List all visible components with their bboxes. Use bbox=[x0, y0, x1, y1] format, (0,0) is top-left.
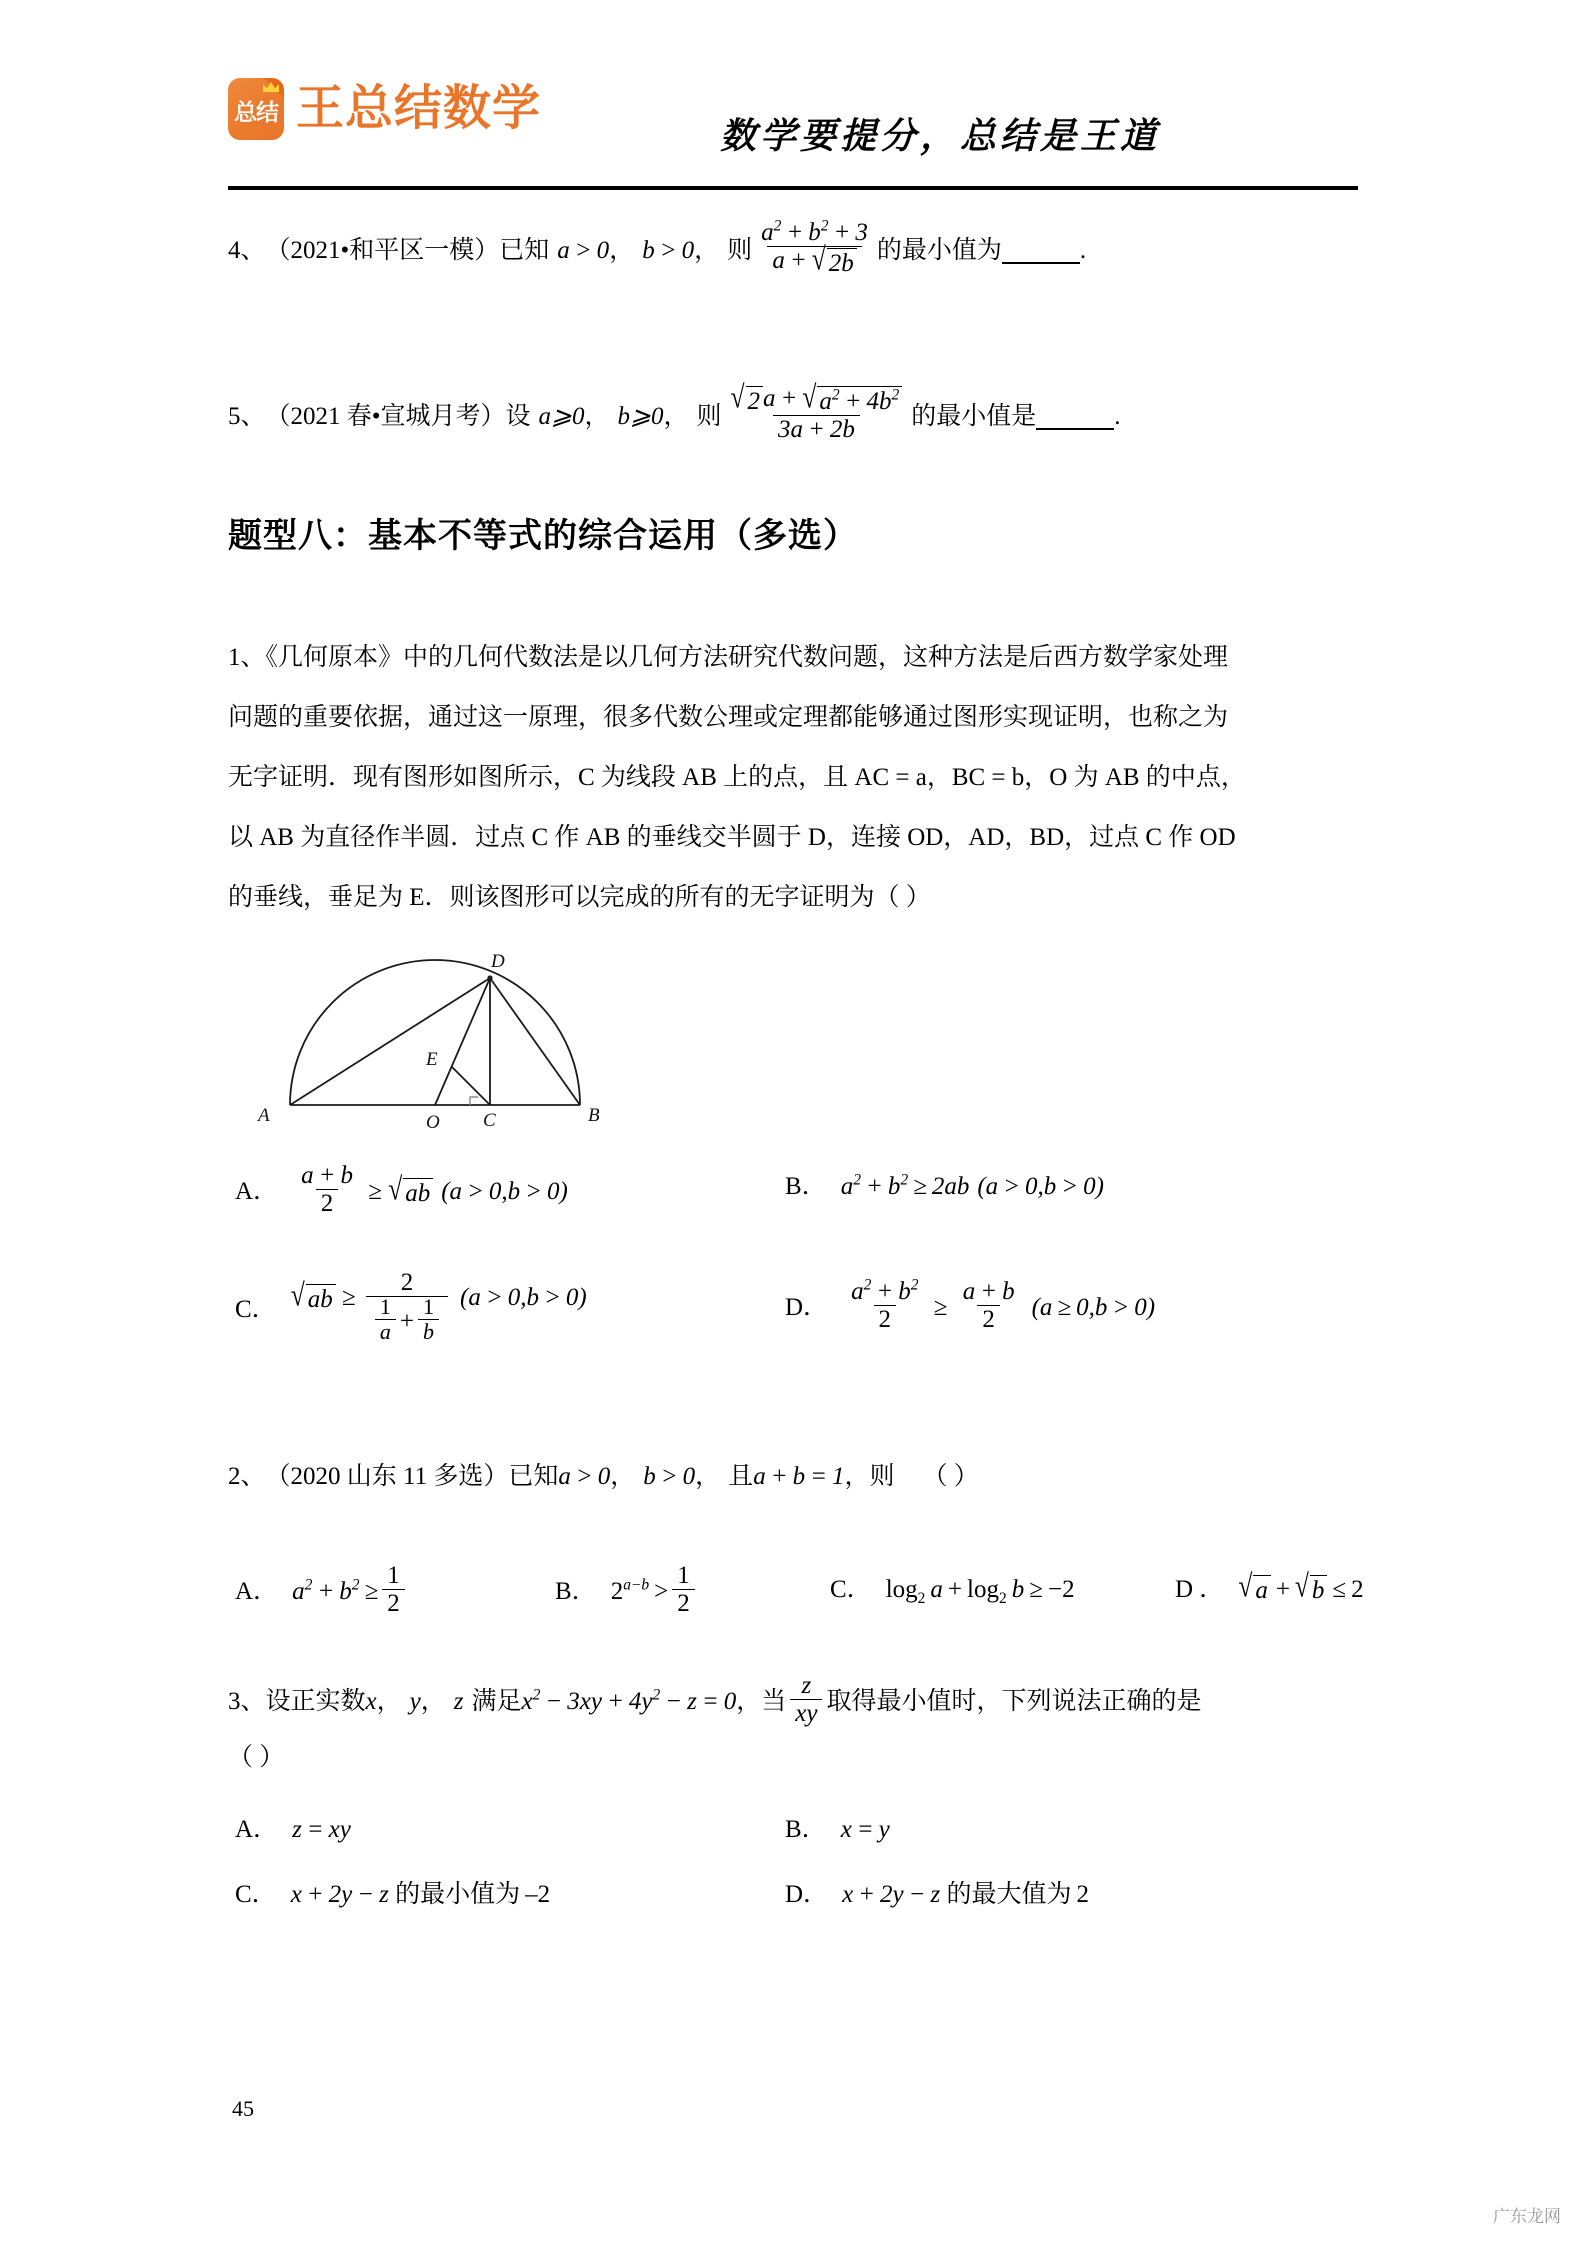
q1-option-b[interactable]: B． $a^2 + b^2 \ge 2ab$ (a > 0,b > 0) bbox=[785, 1171, 1104, 1200]
q3-tail: 取得最小值时，下列说法正确的是 bbox=[826, 1688, 1202, 1715]
q2-choice-paren: （ ） bbox=[922, 1462, 979, 1490]
watermark: 广东龙网 bbox=[1493, 2207, 1561, 2226]
q1-line-1: 1、《几何原本》中的几何代数法是以几何方法研究代数问题，这种方法是后西方数学家处理 bbox=[228, 644, 1229, 671]
q5-comma-2: ， bbox=[663, 402, 689, 430]
q5-source: （2021 春•宣城月考） bbox=[265, 402, 506, 430]
q1-option-a-lhs: $\frac{a + b}{2}$ bbox=[301, 1162, 353, 1217]
figure-label-B: B bbox=[588, 1105, 600, 1126]
q2-then: 则 bbox=[869, 1462, 895, 1490]
page-number: 45 bbox=[232, 2096, 254, 2121]
q5-comma-1: ， bbox=[584, 402, 610, 430]
q4-numerator: $a^2 + b^2 + 3$ bbox=[761, 217, 868, 246]
q1-option-c-rhs: 2 $\frac{1}{a}$ + $\frac{1}{b}$ bbox=[366, 1270, 448, 1345]
page-header bbox=[228, 70, 1358, 178]
q2-comma-3: ， bbox=[844, 1462, 870, 1490]
q1-option-a-label: A． bbox=[235, 1178, 279, 1205]
q3-option-c[interactable]: C． x + 2y − z 的最小值为 –2 bbox=[235, 1880, 551, 1908]
q3-option-a[interactable]: A． z = xy bbox=[235, 1815, 351, 1843]
q3-option-c-label: C． bbox=[235, 1880, 277, 1908]
q1-option-c[interactable]: C． √ ab ≥ 2 $\frac{1}{a}$ + $\frac{1}{b}$ (a > 0,b > 0) bbox=[235, 1269, 587, 1344]
q5-condition-a: a⩾0 bbox=[538, 402, 585, 430]
semicircle-arc bbox=[290, 960, 580, 1105]
q1-option-b-label: B． bbox=[785, 1172, 827, 1200]
q3-satisfy: 满足 bbox=[471, 1688, 522, 1715]
q3-option-b[interactable]: B． x = y bbox=[785, 1815, 890, 1843]
q4-condition-b: b > 0 bbox=[642, 236, 695, 264]
q2-option-c[interactable]: C． $\log_2 a + \log_2 b \ge -2$ bbox=[830, 1575, 1075, 1607]
q4-period: . bbox=[1079, 236, 1087, 264]
question-5 bbox=[228, 379, 1121, 444]
q4-fraction bbox=[756, 217, 873, 278]
q4-lead: 已知 bbox=[499, 236, 550, 264]
q4-comma-1: ， bbox=[609, 236, 635, 264]
q2-option-b-label: B． bbox=[555, 1578, 597, 1605]
q1-line-5: 的垂线，垂足为 E．则该图形可以完成的所有的无字证明为（ ） bbox=[228, 884, 931, 911]
q3-number: 3、 bbox=[228, 1688, 266, 1715]
figure-label-E: E bbox=[426, 1049, 438, 1070]
logo-badge-text: 总结 bbox=[234, 98, 278, 125]
q4-comma-2: ， bbox=[694, 236, 720, 264]
header-tagline: 数学要提分，总结是王道 bbox=[720, 116, 1161, 156]
q1-option-d-lhs: $\frac{a^2 + b^2}{2}$ bbox=[851, 1276, 919, 1333]
section-heading: 题型八：基本不等式的综合运用（多选） bbox=[228, 517, 858, 555]
logo-badge-icon bbox=[228, 78, 284, 140]
q3-option-b-label: B． bbox=[785, 1815, 827, 1843]
header-divider bbox=[228, 186, 1358, 190]
q3-comma-3: ， bbox=[736, 1688, 762, 1715]
right-angle-mark bbox=[470, 1097, 478, 1105]
q3-comma-2: ， bbox=[420, 1688, 446, 1715]
question-3 bbox=[228, 1672, 1202, 1728]
segment-AD bbox=[290, 978, 490, 1105]
q1-option-d-rhs: $\frac{a + b}{2}$ bbox=[962, 1278, 1015, 1333]
q3-option-d[interactable]: D． x + 2y − z 的最大值为 2 bbox=[785, 1880, 1090, 1908]
q4-number: 4、 bbox=[228, 236, 266, 264]
q2-number: 2、 bbox=[228, 1462, 266, 1490]
q4-condition-a: a > 0 bbox=[557, 236, 610, 264]
q2-option-b[interactable]: B． $2^{a-b}$ > $\frac{1}{2}$ bbox=[555, 1565, 699, 1618]
q3-option-d-label: D． bbox=[785, 1880, 829, 1908]
brand-logo bbox=[228, 78, 541, 140]
q1-line-4: 以 AB 为直径作半圆．过点 C 作 AB 的垂线交半圆于 D，连接 OD，AD，BD，过点 C 作 OD bbox=[228, 824, 1236, 851]
q1-option-d[interactable]: D． $\frac{a^2 + b^2}{2}$ ≥ $\frac{a + b}{2}$ (a ≥ 0,b > 0) bbox=[785, 1276, 1156, 1333]
q4-source: （2021•和平区一模） bbox=[265, 236, 500, 264]
q3-var-z: z bbox=[453, 1688, 464, 1715]
q3-fraction-num: z bbox=[801, 1672, 812, 1699]
q5-denominator: 3a + 2b bbox=[773, 415, 860, 442]
segment-OD bbox=[435, 978, 490, 1105]
q3-comma-1: ， bbox=[376, 1688, 402, 1715]
figure-label-C: C bbox=[483, 1110, 496, 1131]
q3-equation: $x^2 - 3xy + 4y^2 - z = 0$ bbox=[521, 1686, 737, 1715]
q3-var-y: y bbox=[409, 1688, 421, 1715]
q3-choice-paren: （ ） bbox=[228, 1744, 285, 1771]
q4-answer-blank[interactable] bbox=[1002, 237, 1080, 264]
q1-line-2: 问题的重要依据，通过这一原理，很多代数公理或定理都能够通过图形实现证明，也称之为 bbox=[228, 704, 1229, 731]
q5-then: 则 bbox=[696, 402, 722, 430]
q4-then: 则 bbox=[727, 236, 753, 264]
q3-fraction-den: xy bbox=[790, 1699, 822, 1726]
q5-number: 5、 bbox=[228, 402, 266, 430]
q5-answer-blank[interactable] bbox=[1036, 403, 1114, 430]
q4-tail: 的最小值为 bbox=[876, 236, 1002, 264]
q2-option-d-label: D ． bbox=[1175, 1575, 1225, 1603]
q3-when: 当 bbox=[761, 1688, 787, 1715]
q3-fraction bbox=[790, 1673, 822, 1726]
q1-option-a[interactable]: A． $\frac{a + b}{2}$ ≥ √ ab (a > 0,b > 0) bbox=[235, 1162, 568, 1217]
q5-lead: 设 bbox=[505, 402, 531, 430]
q3-option-a-label: A． bbox=[235, 1815, 279, 1843]
figure-label-D: D bbox=[491, 951, 505, 972]
logo-wordmark: 王总结数学 bbox=[296, 82, 542, 135]
q2-option-d[interactable]: D ． √ a + √ b ≤ 2 bbox=[1175, 1568, 1364, 1605]
segment-BD bbox=[490, 978, 580, 1105]
q2-and: 且 bbox=[728, 1462, 754, 1490]
q2-option-c-label: C． bbox=[830, 1575, 872, 1603]
figure-label-A: A bbox=[258, 1105, 270, 1126]
question-2 bbox=[228, 1462, 979, 1489]
figure-label-O: O bbox=[426, 1112, 440, 1133]
semicircle-diagram bbox=[245, 945, 645, 1140]
q5-period: . bbox=[1114, 402, 1121, 430]
question-1-stem bbox=[228, 628, 1358, 928]
q2-lead: 已知 bbox=[508, 1462, 559, 1490]
segment-CE bbox=[452, 1067, 490, 1105]
q5-tail: 的最小值是 bbox=[911, 402, 1037, 430]
q3-var-x: x bbox=[365, 1688, 377, 1715]
q1-option-c-label: C． bbox=[235, 1296, 277, 1323]
q3-lead: 设正实数 bbox=[265, 1688, 366, 1715]
q4-denominator: a + √ 2b bbox=[767, 246, 861, 276]
q2-source: （2020 山东 11 多选） bbox=[265, 1462, 509, 1490]
q2-condition-sum: a + b = 1 bbox=[753, 1462, 845, 1490]
q2-option-a-label: A． bbox=[235, 1578, 279, 1605]
q1-option-d-label: D． bbox=[785, 1294, 829, 1321]
q5-fraction bbox=[726, 379, 908, 444]
question-4 bbox=[228, 217, 1087, 278]
point-D-dot bbox=[487, 975, 492, 980]
q2-condition-b: b > 0 bbox=[643, 1462, 696, 1490]
semicircle-diagram-svg bbox=[245, 945, 645, 1140]
q5-condition-b: b⩾0 bbox=[617, 402, 664, 430]
q5-numerator: √ 2 a + √ $a^2 + 4b^2$ bbox=[726, 386, 908, 415]
q2-condition-a: a > 0 bbox=[558, 1462, 611, 1490]
q2-option-a[interactable]: A． $a^2 + b^2$ ≥ $\frac{1}{2}$ bbox=[235, 1565, 409, 1618]
q1-line-3: 无字证明．现有图形如图所示，C 为线段 AB 上的点，且 AC = a，BC = b，O 为 AB 的中点， bbox=[228, 764, 1246, 791]
q2-comma-2: ， bbox=[695, 1462, 721, 1490]
q2-comma-1: ， bbox=[610, 1462, 636, 1490]
